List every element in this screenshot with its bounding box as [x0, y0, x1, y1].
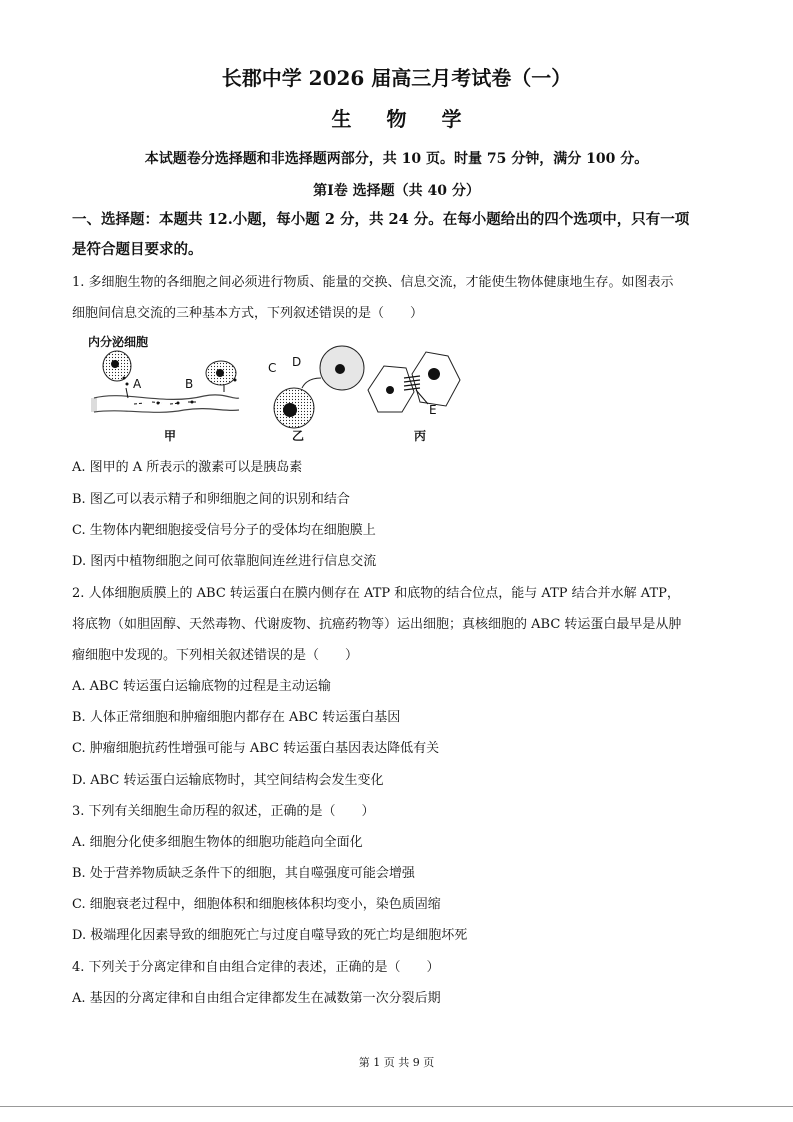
exam-note: 本试题卷分选择题和非选择题两部分，共 10 页。时量 75 分钟，满分 100 分。 [144, 151, 649, 167]
subject-title: 生 物 学 [331, 107, 476, 131]
q2-option-b: B. 人体正常细胞和肿瘤细胞内都存在 ABC 转运蛋白基因 [72, 710, 401, 725]
hormone-dot [177, 402, 180, 405]
vessel-upper-wall [94, 395, 239, 400]
q3-option-b: B. 处于营养物质缺乏条件下的细胞，其自噬强度可能会增强 [72, 866, 415, 881]
q3-stem: 3. 下列有关细胞生命历程的叙述，正确的是（ ） [72, 804, 375, 819]
contact-line [302, 378, 321, 388]
q3-option-a: A. 细胞分化使多细胞生物体的细胞功能趋向全面化 [72, 835, 363, 850]
hormone-dot [191, 401, 194, 404]
receptor-cell-nucleus [335, 364, 345, 374]
q2-option-a: A. ABC 转运蛋白运输底物的过程是主动运输 [72, 679, 331, 694]
hormone-dot [126, 383, 129, 386]
q2-option-d: D. ABC 转运蛋白运输底物时，其空间结构会发生变化 [72, 773, 384, 788]
panel-yi-label: 乙 [292, 429, 305, 443]
endocrine-cell-nucleus [111, 360, 119, 368]
q3-option-c: C. 细胞衰老过程中，细胞体积和细胞核体积均变小，染色质固缩 [72, 897, 441, 912]
page-footer: 第 1 页 共 9 页 [358, 1056, 435, 1069]
plant-cell-right-nucleus [428, 368, 440, 380]
panel-jia-label: 甲 [164, 429, 177, 443]
q1-option-b: B. 图乙可以表示精子和卵细胞之间的识别和结合 [72, 492, 350, 507]
hormone-dot [234, 379, 237, 382]
q4-stem: 4. 下列关于分离定律和自由组合定律的表述，正确的是（ ） [72, 960, 440, 975]
transport-dashes [134, 402, 198, 404]
endocrine-cell-label: 内分泌细胞 [88, 335, 149, 349]
q1-stem-line1: 1. 多细胞生物的各细胞之间必须进行物质、能量的交换、信息交流，才能使生物体健康地生存。如图表示 [72, 275, 674, 290]
section-heading-line2: 是符合题目要求的。 [72, 241, 203, 258]
hormone-dot [157, 402, 160, 405]
q1-option-a: A. 图甲的 A 所表示的激素可以是胰岛素 [72, 460, 303, 475]
exam-title: 长郡中学 2026 届高三月考试卷（一） [221, 66, 572, 90]
label-E: E [429, 403, 437, 417]
plant-cell-left-nucleus [386, 386, 394, 394]
figure-svg [84, 332, 484, 448]
label-A: A [133, 377, 142, 391]
bottom-divider [0, 1106, 793, 1107]
q2-stem-line1: 2. 人体细胞质膜上的 ABC 转运蛋白在膜内侧存在 ATP 和底物的结合位点，能与 ATP 结合并水解 ATP， [72, 586, 680, 601]
label-B: B [185, 377, 194, 391]
q2-stem-line3: 瘤细胞中发现的。下列相关叙述错误的是（ ） [72, 648, 359, 663]
q1-option-d: D. 图丙中植物细胞之间可依靠胞间连丝进行信息交流 [72, 554, 377, 569]
part-title: 第Ⅰ卷 选择题（共 40 分） [313, 183, 480, 199]
q1-stem-line2: 细胞间信息交流的三种基本方式，下列叙述错误的是（ ） [72, 306, 424, 321]
signal-cell-nucleus [283, 403, 297, 417]
q1-option-c: C. 生物体内靶细胞接受信号分子的受体均在细胞膜上 [72, 523, 376, 538]
q3-option-d: D. 极端理化因素导致的细胞死亡与过度自噬导致的死亡均是细胞坏死 [72, 928, 468, 943]
cell-communication-figure [84, 332, 484, 452]
panel-bing-label: 丙 [414, 429, 427, 443]
q4-option-a: A. 基因的分离定律和自由组合定律都发生在减数第一次分裂后期 [72, 991, 441, 1006]
q2-stem-line2: 将底物（如胆固醇、天然毒物、代谢废物、抗癌药物等）运出细胞；真核细胞的 ABC 转运蛋白最早是从肿 [72, 617, 682, 632]
hormone-dot [123, 377, 126, 380]
section-heading-line1: 一、选择题：本题共 12.小题，每小题 2 分，共 24 分。在每小题给出的四个选项中，只有一项 [72, 211, 690, 228]
vessel-lower-wall [94, 409, 239, 413]
label-C: C [268, 361, 277, 375]
q2-option-c: C. 肿瘤细胞抗药性增强可能与 ABC 转运蛋白基因表达降低有关 [72, 741, 440, 756]
target-cell-nucleus [216, 369, 224, 377]
label-D: D [292, 355, 302, 369]
